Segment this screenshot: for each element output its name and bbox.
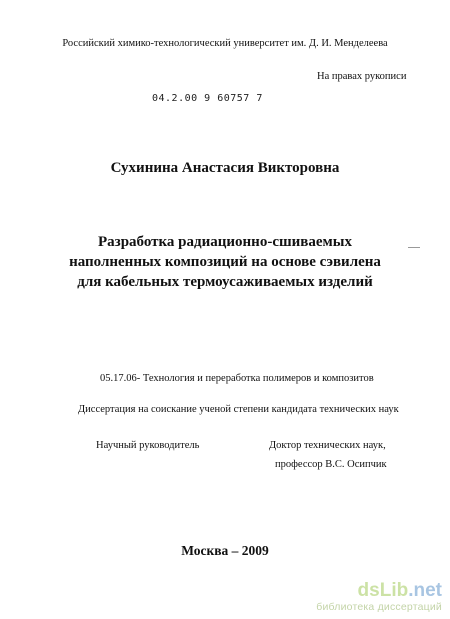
watermark-tagline: библиотека диссертаций [316,601,442,613]
dissertation-title [0,232,450,292]
rights-notice: На правах рукописи [317,71,407,82]
dslib-watermark [316,581,442,613]
city-year: Москва – 2009 [181,543,269,558]
archive-stamp: 04.2.00 9 60757 7 [152,93,263,104]
title-line: для кабельных термоусаживаемых изделий [77,274,373,290]
supervisor-label: Научный руководитель [96,440,200,451]
logo-part2: .net [408,580,442,601]
logo-part1: dsLib [357,580,409,601]
author-name: Сухинина Анастасия Викторовна [110,160,340,176]
pen-mark [408,247,420,248]
degree-statement: Диссертация на соискание ученой степени кандидата технических наук [78,404,399,415]
supervisor-degree: Доктор технических наук, [269,440,386,451]
title-line: Разработка радиационно-сшиваемых [98,234,352,250]
specialty-code: 05.17.06- Технология и переработка полимеров и композитов [100,373,374,384]
supervisor-name: профессор В.С. Осипчик [275,459,387,470]
title-line: наполненных композиций на основе сэвилена [69,254,381,270]
dslib-logo [316,581,442,601]
university-name: Российский химико-технологический университет им. Д. И. Менделеева [62,38,388,49]
